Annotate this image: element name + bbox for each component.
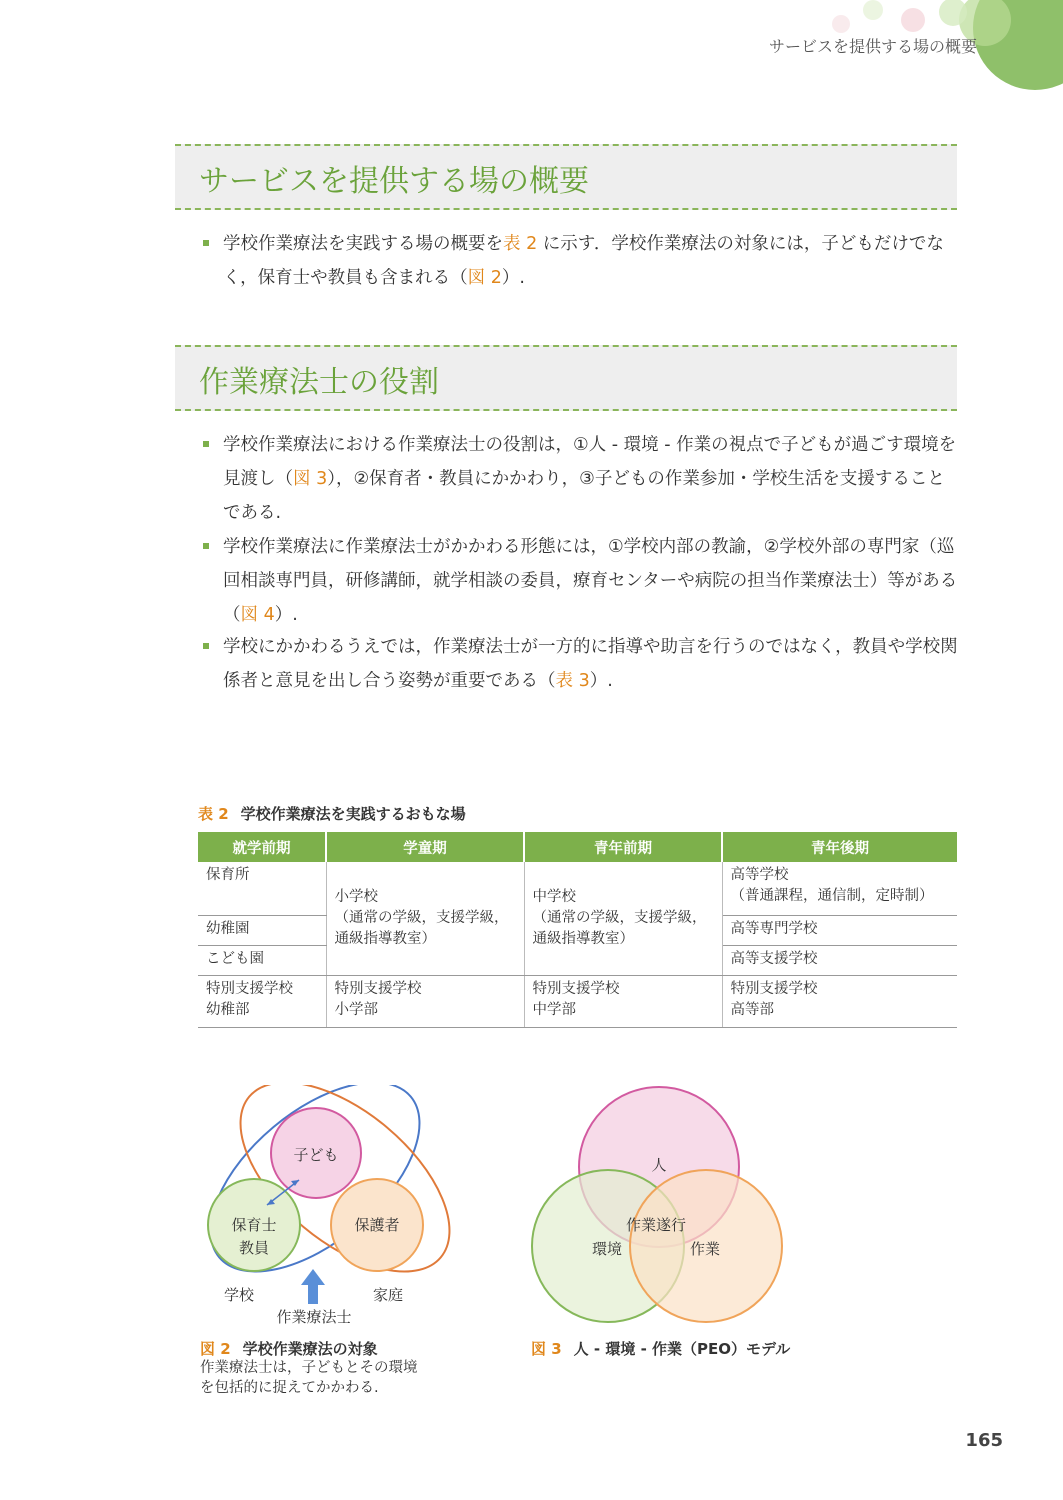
table-cell: 高等支援学校 — [722, 945, 957, 975]
table-cell: 中学校 （通常の学級，支援学級， 通級指導教室） — [524, 862, 722, 975]
table2 — [198, 832, 957, 1028]
table-header-row — [198, 832, 957, 862]
table-cell: 特別支援学校 小学部 — [326, 975, 524, 1027]
table-row — [198, 975, 957, 1027]
label-ot: 作業療法士 — [276, 1308, 352, 1326]
label-teacher-1: 保育士 — [231, 1216, 277, 1234]
table-row — [198, 862, 957, 915]
table-header: 就学前期 — [198, 832, 326, 862]
table-cell: 幼稚園 — [198, 915, 326, 945]
label-teacher-2: 教員 — [238, 1239, 270, 1257]
section-heading-overview — [175, 144, 957, 210]
label-performance: 作業遂行 — [625, 1216, 687, 1234]
label-school: 学校 — [223, 1286, 255, 1304]
ot-arrow-shaft — [308, 1284, 318, 1304]
bullet-marker — [203, 543, 209, 549]
label-child: 子ども — [293, 1146, 339, 1164]
section-title: 作業療法士の役割 — [199, 365, 439, 400]
table3-reference[interactable]: 表 3 — [555, 671, 590, 691]
figure2-caption: 図 2 学校作業療法の対象 — [200, 1340, 378, 1358]
table-cell: 特別支援学校 幼稚部 — [198, 975, 326, 1027]
table-cell: 特別支援学校 高等部 — [722, 975, 957, 1027]
figure2-reference[interactable]: 図 2 — [467, 268, 502, 288]
figure2-description: 作業療法士は，子どもとその環境 を包括的に捉えてかかわる. — [200, 1360, 418, 1396]
role-bullet-3: 学校にかかわるうえでは，作業療法士が一方的に指導や助言を行うのではなく，教員や学校関係者と意見を出し合う姿勢が重要である（表 3）. — [223, 630, 958, 698]
role-bullet-1: 学校作業療法における作業療法士の役割は，①人 - 環境 - 作業の視点で子どもが過ごす環境を見渡し（図 3），②保育者・教員にかかわり，③子どもの作業参加・学校生活を支援することである. — [223, 428, 958, 530]
role-bullet-2: 学校作業療法に作業療法士がかかわる形態には，①学校内部の教諭，②学校外部の専門家（巡回相談専門員，研修講師，就学相談の委員，療育センターや病院の担当作業療法士）等がある（図 4）. — [223, 530, 958, 632]
overview-paragraph: 学校作業療法を実践する場の概要を表 2 に示す．学校作業療法の対象には，子どもだけでなく，保育士や教員も含まれる（図 2）. — [223, 227, 958, 295]
label-person: 人 — [651, 1156, 667, 1174]
figure2-diagram — [195, 1085, 465, 1335]
bullet-marker — [203, 240, 209, 246]
table-cell: 高等学校 （普通課程，通信制，定時制） — [722, 862, 957, 915]
table-cell: 特別支援学校 中学部 — [524, 975, 722, 1027]
table-cell: 保育所 — [198, 862, 326, 915]
figure4-reference[interactable]: 図 4 — [240, 605, 275, 625]
table-header: 青年前期 — [524, 832, 722, 862]
table2-reference[interactable]: 表 2 — [503, 234, 538, 254]
bullet-marker — [203, 643, 209, 649]
running-title: サービスを提供する場の概要 — [768, 37, 977, 56]
table-header: 青年後期 — [722, 832, 957, 862]
table-header: 学童期 — [326, 832, 524, 862]
section-title: サービスを提供する場の概要 — [199, 164, 589, 199]
figure3-caption: 図 3 人 - 環境 - 作業（PEO）モデル — [531, 1340, 791, 1358]
label-guardian: 保護者 — [354, 1216, 400, 1234]
table-cell: 高等専門学校 — [722, 915, 957, 945]
page-number: 165 — [965, 1430, 1003, 1451]
table-cell: 小学校 （通常の学級，支援学級， 通級指導教室） — [326, 862, 524, 975]
label-environment: 環境 — [591, 1240, 623, 1258]
bullet-marker — [203, 441, 209, 447]
label-family: 家庭 — [372, 1286, 404, 1304]
ot-arrow-head — [301, 1269, 325, 1285]
table2-caption: 表 2 学校作業療法を実践するおもな場 — [198, 805, 466, 823]
table-cell: こども園 — [198, 945, 326, 975]
label-occupation: 作業 — [689, 1240, 721, 1258]
figure3-diagram — [525, 1085, 795, 1330]
figure3-reference[interactable]: 図 3 — [293, 469, 328, 489]
section-heading-role — [175, 345, 957, 411]
